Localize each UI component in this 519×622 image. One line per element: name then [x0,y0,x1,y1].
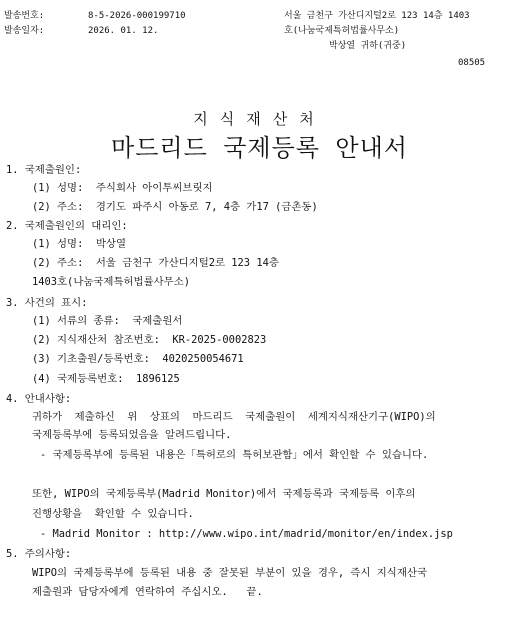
section-5-line-2: 제출원과 담당자에게 연락하여 주십시오. 끝. [32,586,263,598]
section-3-heading: 3. 사건의 표시: [6,297,88,309]
section-3-item-1: (1) 서류의 종류: 국제출원서 [32,315,183,327]
section-4-paragraph-1-line-1: 귀하가 제출하신 위 상표의 마드리드 국제출원이 세계지식재산기구(WIPO)의 [32,411,436,423]
section-1-heading: 1. 국제출원인: [6,164,82,176]
issuing-organization: 지식재산처 [193,110,326,128]
recipient-address-line2: 호(나눔국제특허법률사무소) [284,26,400,36]
section-3-item-3: (3) 기초출원/등록번호: 4020250054671 [32,353,244,365]
section-2-heading: 2. 국제출원인의 대리인: [6,220,128,232]
section-4-heading: 4. 안내사항: [6,393,72,405]
section-4-paragraph-2-line-1: 또한, WIPO의 국제등록부(Madrid Monitor)에서 국제등록과 국제등록 이후의 [32,488,416,500]
document-title: 마드리드 국제등록 안내서 [111,134,408,162]
recipient-name: 박상열 귀하(귀중) [329,41,407,51]
section-3-item-2: (2) 지식재산처 참조번호: KR-2025-0002823 [32,334,267,346]
document-code: 08505 [458,58,486,68]
issue-number-label: 발송번호: [4,11,45,21]
section-4-note-1: - 국제등록부에 등록된 내용은「특허로의 특허보관함」에서 확인할 수 있습니다. [40,449,429,461]
section-3-item-4: (4) 국제등록번호: 1896125 [32,373,180,385]
issue-number: 8-5-2026-000199710 [88,11,186,21]
section-2-address-line1: (2) 주소: 서울 금천구 가산디지털2로 123 14층 [32,257,279,269]
section-2-address-line2: 1403호(나눔국제특허법률사무소) [32,276,190,288]
section-1-name: (1) 성명: 주식회사 아이투씨브릿지 [32,182,213,194]
section-4-madrid-monitor-link[interactable]: - Madrid Monitor : http://www.wipo.int/madrid/monitor/en/index.jsp [40,528,453,540]
section-4-paragraph-2-line-2: 진행상황을 확인할 수 있습니다. [32,508,194,520]
section-1-address: (2) 주소: 경기도 파주시 아동로 7, 4층 가17 (금촌동) [32,201,318,213]
section-5-line-1: WIPO의 국제등록부에 등록된 내용 중 잘못된 부분이 있을 경우, 즉시 지식재산국 [32,567,427,579]
section-2-name: (1) 성명: 박상열 [32,238,126,250]
section-5-heading: 5. 주의사항: [6,548,72,560]
recipient-address-line1: 서울 금천구 가산디지털2로 123 14층 1403 [284,11,470,21]
issue-date-label: 발송일자: [4,26,45,36]
issue-date: 2026. 01. 12. [88,26,159,36]
section-4-paragraph-1-line-2: 국제등록부에 등록되었음을 알려드립니다. [32,429,232,441]
